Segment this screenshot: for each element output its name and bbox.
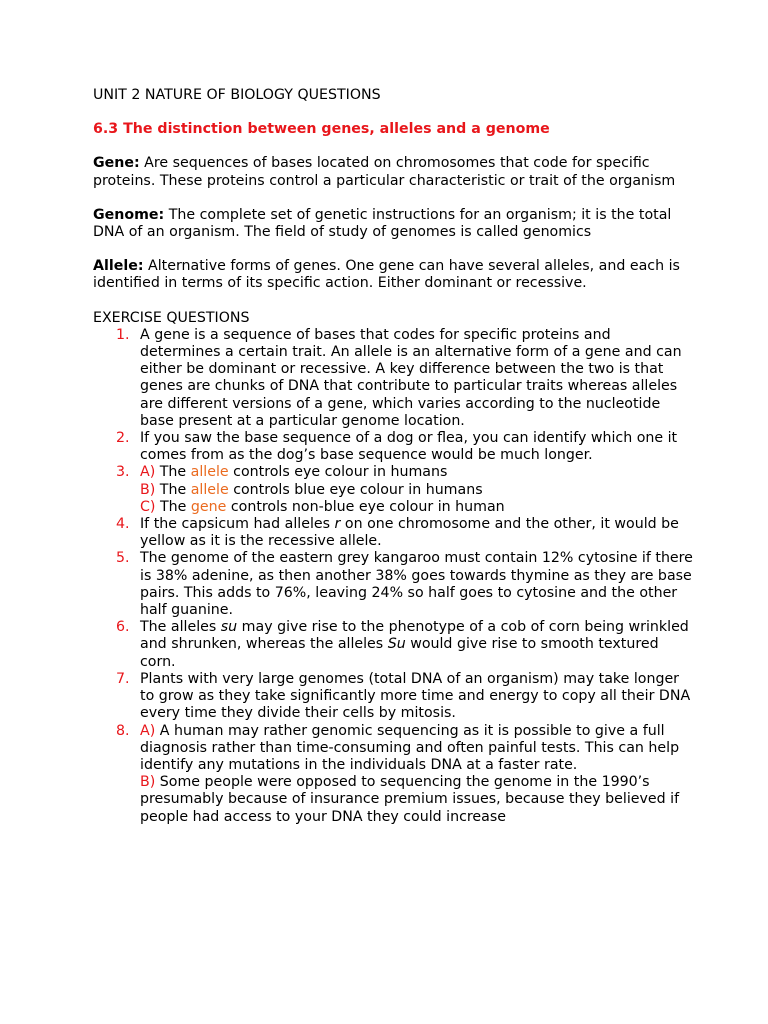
unit-title: UNIT 2 NATURE OF BIOLOGY QUESTIONS (93, 87, 381, 103)
keyword: gene (190, 498, 227, 515)
question-number: 7. (116, 670, 130, 687)
answer-text: Some people were opposed to sequencing the genome in the 1990’s presumably because of insurance premium issues, because they believed if people had access to your DNA they could increase (140, 774, 680, 825)
question-6 (93, 619, 693, 671)
definition-gene (93, 155, 693, 189)
allele-symbol: r (334, 516, 341, 533)
answer-text: If you saw the base sequence of a dog or flea, you can identify which one it comes from as the dog’s base sequence would be much longer. (140, 430, 678, 464)
answer-text: A gene is a sequence of bases that codes for specific proteins and determines a certain trait. An allele is an alternative form of a gene and can either be dominant or recessive. A key difference between the two is that genes are chunks of DNA that contribute to particular traits whereas alleles are different versions of a gene, which varies according to the nucleotide base present at a particular genome location. (140, 326, 682, 429)
definition-term: Gene: (93, 155, 140, 172)
answer-text: A human may rather genomic sequencing as it is possible to give a full diagnosis rather than time-consuming and often painful tests. This can help identify any mutations in the individuals DNA at a faster rate. (140, 722, 680, 773)
answer-part-a (140, 464, 693, 481)
definition-allele (93, 258, 693, 292)
answer-text: The (155, 481, 191, 498)
answer-text: The alleles (140, 619, 221, 636)
answer-part-b (140, 774, 693, 826)
answer-text: on one chromosome and the other, it would be yellow as it is the recessive allele. (140, 516, 679, 550)
question-1 (93, 327, 693, 430)
question-7 (93, 671, 693, 723)
answer-text: Plants with very large genomes (total DNA of an organism) may take longer to grow as they take significantly more time and energy to copy all their DNA every time they divide their cells by mitosis. (140, 670, 691, 722)
question-4 (93, 516, 693, 550)
question-number: 3. (116, 464, 130, 481)
answer-part-a (140, 723, 693, 775)
keyword: allele (190, 464, 229, 481)
answer-text: The (155, 498, 191, 515)
answer-text: The (155, 464, 191, 481)
definition-term: Allele: (93, 258, 144, 275)
document-body (93, 87, 693, 826)
answer-text: controls eye colour in humans (228, 464, 448, 481)
question-8 (93, 723, 693, 826)
definition-text: Alternative forms of genes. One gene can have several alleles, and each is identified in terms of its specific action. Either dominant or recessive. (93, 258, 680, 292)
allele-symbol: su (220, 619, 238, 636)
part-label: B) (140, 774, 156, 791)
answer-text: The genome of the eastern grey kangaroo must contain 12% cytosine if there is 38% adenine, as then another 38% goes towards thymine as they are base pairs. This adds to 76%, leaving 24% so half goes to cytosine and the other half guanine. (140, 550, 693, 619)
part-label: B) (140, 481, 156, 498)
definition-text: The complete set of genetic instructions for an organism; it is the total DNA of an organism. The field of study of genomes is called genomics (93, 206, 672, 241)
keyword: allele (190, 481, 229, 498)
answer-text: may give rise to the phenotype of a cob of corn being wrinkled and shrunken, whereas the alleles (140, 619, 689, 653)
answer-text: controls blue eye colour in humans (228, 481, 483, 498)
part-label: A) (140, 722, 156, 739)
definition-genome (93, 207, 693, 241)
question-3 (93, 464, 693, 516)
definition-text: Are sequences of bases located on chromosomes that code for specific proteins. These proteins control a particular characteristic or trait of the organism (93, 155, 676, 189)
answer-text: controls non-blue eye colour in human (226, 498, 505, 515)
question-number: 5. (116, 550, 130, 567)
part-label: C) (140, 498, 156, 515)
question-number: 2. (116, 430, 130, 447)
definition-term: Genome: (93, 206, 165, 223)
answer-text: would give rise to smooth textured corn. (140, 636, 659, 670)
question-number: 8. (116, 722, 130, 739)
exercise-title: EXERCISE QUESTIONS (93, 309, 250, 326)
question-5 (93, 550, 693, 619)
answer-part-c (140, 499, 693, 516)
question-number: 6. (116, 619, 130, 636)
answer-text: If the capsicum had alleles (140, 516, 335, 533)
allele-symbol: Su (387, 636, 406, 653)
question-2 (93, 430, 693, 464)
question-number: 1. (116, 326, 130, 343)
part-label: A) (140, 464, 156, 481)
section-heading: 6.3 The distinction between genes, alleles and a genome (93, 121, 550, 138)
answer-part-b (140, 482, 693, 499)
question-number: 4. (116, 516, 130, 533)
